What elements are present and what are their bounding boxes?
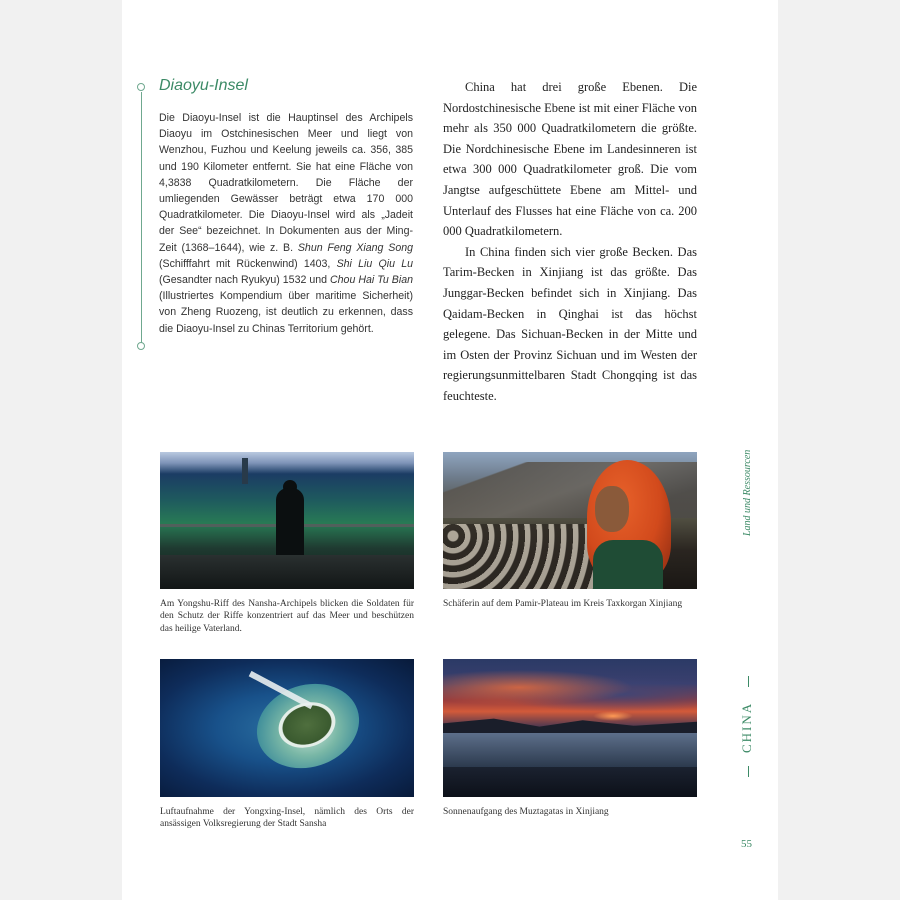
section-label: Land und Ressourcen bbox=[742, 449, 753, 536]
sidebar-rule bbox=[141, 92, 142, 346]
body-paragraph-basins: In China finden sich vier große Becken. Das Tarim-Becken in Xinjiang ist das größte. Das Junggar-Becken befindet sich in Xinjiang. Das Qaidam-Becken in Qinghai ist das höchst gelegene. Das Sichuan-Becken in der Mitte und im Osten der Provinz Sichuan und im Westen der regierungsunmittelbaren Stadt Chongqing ist das feuchteste. bbox=[443, 244, 697, 403]
photo-detail bbox=[595, 486, 629, 532]
photo-yongxing-island bbox=[160, 659, 414, 797]
sidebar-text-part: Die Diaoyu-Insel ist die Hauptinsel des Archipels Diaoyu im Ostchinesischen Meer und liegt von Wenzhou, Fuzhou und Keelung jeweils ca. 356, 385 und 190 Kilometer entfernt. Sie hat eine Fläche von 4,3838 Quadratkilometern. Die Fläche der umliegenden Gewässer beträgt etwa 170 000 Quadratkilometer. Die Diaoyu-Insel wird als „Jadeit der See“ bezeichnet. In Dokumenten aus der Ming-Zeit (1368–1644), wie z. B. bbox=[159, 112, 413, 254]
sidebar-text bbox=[159, 110, 413, 337]
book-title: Chou Hai Tu Bian bbox=[330, 274, 413, 287]
page-number: 55 bbox=[741, 838, 752, 850]
photo-detail bbox=[443, 733, 697, 767]
photo-pamir-shepherdess bbox=[443, 452, 697, 589]
photo-detail bbox=[593, 711, 633, 721]
sidebar-text-part: (Schifffahrt mit Rückenwind) 1403, bbox=[159, 257, 337, 270]
photo-muztagata-sunrise bbox=[443, 659, 697, 797]
sidebar-dot-bottom bbox=[137, 342, 145, 350]
caption-photo-2: Schäferin auf dem Pamir-Plateau im Kreis Taxkorgan Xinjiang bbox=[443, 599, 683, 609]
caption-photo-3: Luftaufnahme der Yongxing-Insel, nämlich des Orts der ansässigen Volksregierung der Stadt Sansha bbox=[160, 807, 414, 830]
book-title: Shi Liu Qiu Lu bbox=[336, 257, 413, 270]
body-column bbox=[443, 77, 697, 407]
chapter-label: CHINA bbox=[739, 701, 754, 753]
chapter-rule-top bbox=[748, 676, 749, 687]
body-paragraph-plains: China hat drei große Ebenen. Die Nordostchinesische Ebene ist mit einer Fläche von mehr als 350 000 Quadratkilometern die größte. Die Nordchinesische Ebene im Landesinneren ist etwa 300 000 Quadratkilometer groß. Die vom Jangtse aufgeschüttete Ebene am Mittel- und Unterlauf des Flusses hat eine Fläche von ca. 200 000 Quadratkilometern. bbox=[443, 80, 697, 239]
photo-detail bbox=[443, 669, 697, 715]
photo-detail bbox=[242, 458, 248, 484]
photo-detail bbox=[443, 767, 697, 797]
photo-detail bbox=[443, 717, 697, 733]
photo-detail bbox=[160, 555, 414, 589]
book-title: Shun Feng Xiang Song bbox=[297, 241, 413, 254]
sidebar-title: Diaoyu-Insel bbox=[159, 77, 248, 94]
caption-photo-1: Am Yongshu-Riff des Nansha-Archipels blicken die Soldaten für den Schutz der Riffe konzentriert auf das Meer und beschützen das heilige Vaterland. bbox=[160, 599, 414, 634]
sidebar-dot-top bbox=[137, 83, 145, 91]
photo-detail bbox=[443, 524, 603, 589]
sidebar-text-part: (Illustriertes Kompendium über maritime Sicherheit) von Zheng Ruozeng, ist deutlich zu erkennen, dass die Diaoyu-Insel zu Chinas Territorium gehört. bbox=[159, 290, 413, 335]
photo-detail bbox=[593, 540, 663, 589]
sidebar-text-part: (Gesandter nach Ryukyu) 1532 und bbox=[159, 274, 331, 287]
photo-yongshu-reef bbox=[160, 452, 414, 589]
caption-photo-4: Sonnenaufgang des Muztagatas in Xinjiang bbox=[443, 807, 609, 817]
chapter-rule-bottom bbox=[748, 766, 749, 777]
